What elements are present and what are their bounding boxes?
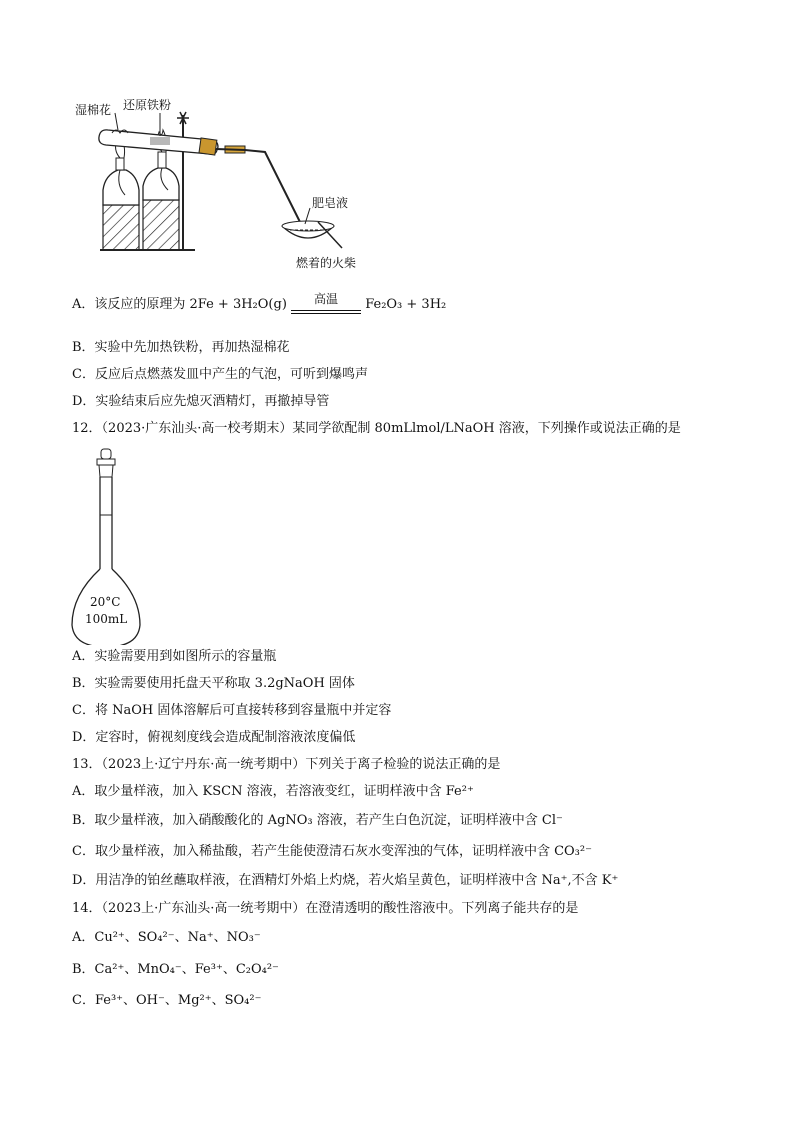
q11-option-b: B．实验中先加热铁粉，再加热湿棉花 xyxy=(72,340,290,355)
flask-volume: 100mL xyxy=(85,612,128,626)
flask-temperature: 20°C xyxy=(90,595,121,609)
q11-option-a: A．该反应的原理为 2Fe + 3H₂O(g) 高温 Fe₂O₃ + 3H₂ xyxy=(72,292,447,312)
apparatus-drawing xyxy=(0,0,794,280)
q12-option-a: A．实验需要用到如图所示的容量瓶 xyxy=(72,649,277,664)
q13-stem: 13．（2023上·辽宁丹东·高一统考期中）下列关于离子检验的说法正确的是 xyxy=(72,757,501,772)
q11-option-d: D．实验结束后应先熄灭酒精灯，再撤掉导管 xyxy=(72,394,330,409)
q11-option-c: C．反应后点燃蒸发皿中产生的气泡，可听到爆鸣声 xyxy=(72,367,368,382)
q12-stem: 12．（2023·广东汕头·高一校考期末）某同学欲配制 80mLlmol/LNaOH 溶液，下列操作或说法正确的是 xyxy=(72,421,681,436)
q14-stem: 14．（2023上·广东汕头·高一统考期中）在澄清透明的酸性溶液中。下列离子能共存的是 xyxy=(72,901,579,916)
q13-option-d: D．用洁净的铂丝蘸取样液，在酒精灯外焰上灼烧，若火焰呈黄色，证明样液中含 Na⁺,不含 K⁺ xyxy=(72,873,619,888)
label-burning-match: 燃着的火柴 xyxy=(296,256,357,270)
q13-option-a: A．取少量样液，加入 KSCN 溶液，若溶液变红，证明样液中含 Fe²⁺ xyxy=(72,784,474,799)
q14-option-b: B．Ca²⁺、MnO₄⁻、Fe³⁺、C₂O₄²⁻ xyxy=(72,962,279,977)
q12-option-d: D．定容时，俯视刻度线会造成配制溶液浓度偏低 xyxy=(72,730,356,745)
q14-option-a: A．Cu²⁺、SO₄²⁻、Na⁺、NO₃⁻ xyxy=(72,930,261,945)
reaction-arrow: 高温 xyxy=(291,302,361,314)
label-iron-powder: 还原铁粉 xyxy=(123,98,172,112)
label-soap-solution: 肥皂液 xyxy=(312,196,349,210)
q12-option-b: B．实验需要使用托盘天平称取 3.2gNaOH 固体 xyxy=(72,676,355,691)
q13-option-c: C．取少量样液，加入稀盐酸，若产生能使澄清石灰水变浑浊的气体，证明样液中含 CO₃²⁻ xyxy=(72,844,592,859)
q13-option-b: B．取少量样液，加入硝酸酸化的 AgNO₃ 溶液，若产生白色沉淀，证明样液中含 Cl⁻ xyxy=(72,813,563,828)
q12-option-c: C．将 NaOH 固体溶解后可直接转移到容量瓶中并定容 xyxy=(72,703,392,718)
q14-option-c: C．Fe³⁺、OH⁻、Mg²⁺、SO₄²⁻ xyxy=(72,993,262,1008)
label-wet-cotton: 湿棉花 xyxy=(75,103,112,117)
